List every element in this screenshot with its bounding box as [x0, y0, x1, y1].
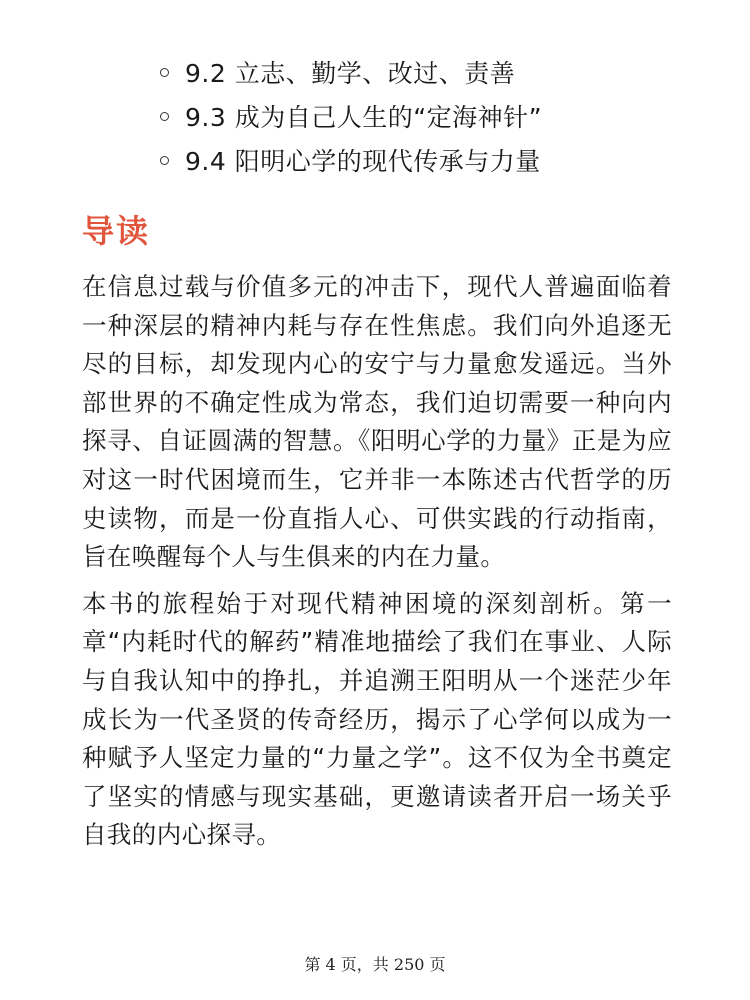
hollow-circle-bullet-icon	[160, 112, 169, 121]
hollow-circle-bullet-icon	[160, 156, 169, 165]
toc-item[interactable]	[160, 138, 542, 182]
toc-item-label: 9.4 阳明心学的现代传承与力量	[185, 147, 541, 176]
body-text	[82, 268, 672, 863]
paragraph: 在信息过载与价值多元的冲击下，现代人普遍面临着一种深层的精神内耗与存在性焦虑。我们向外追逐无尽的目标，却发现内心的安宁与力量愈发遥远。当外部世界的不确定性成为常态，我们迫切需要一种向内探寻、自证圆满的智慧。《阳明心学的力量》正是为应对这一时代困境而生，它并非一本陈述古代哲学的历史读物，而是一份直指人心、可供实践的行动指南，旨在唤醒每个人与生俱来的内在力量。	[82, 272, 672, 572]
toc-list	[160, 50, 542, 182]
paragraph: 本书的旅程始于对现代精神困境的深刻剖析。第一章“内耗时代的解药”精准地描绘了我们在事业、人际与自我认知中的挣扎，并追溯王阳明从一个迷茫少年成长为一代圣贤的传奇经历，揭示了心学何以成为一种赋予人坚定力量的“力量之学”。这不仅为全书奠定了坚实的情感与现实基础，更邀请读者开启一场关乎自我的内心探寻。	[82, 588, 672, 850]
toc-item-label: 9.3 成为自己人生的“定海神针”	[185, 103, 543, 132]
toc-item[interactable]	[160, 94, 542, 138]
section-heading: 导读	[82, 212, 151, 250]
toc-item[interactable]	[160, 50, 542, 94]
page-number-footer: 第 4 页，共 250 页	[304, 955, 446, 974]
hollow-circle-bullet-icon	[160, 68, 169, 77]
toc-item-label: 9.2 立志、勤学、改过、责善	[185, 59, 516, 88]
